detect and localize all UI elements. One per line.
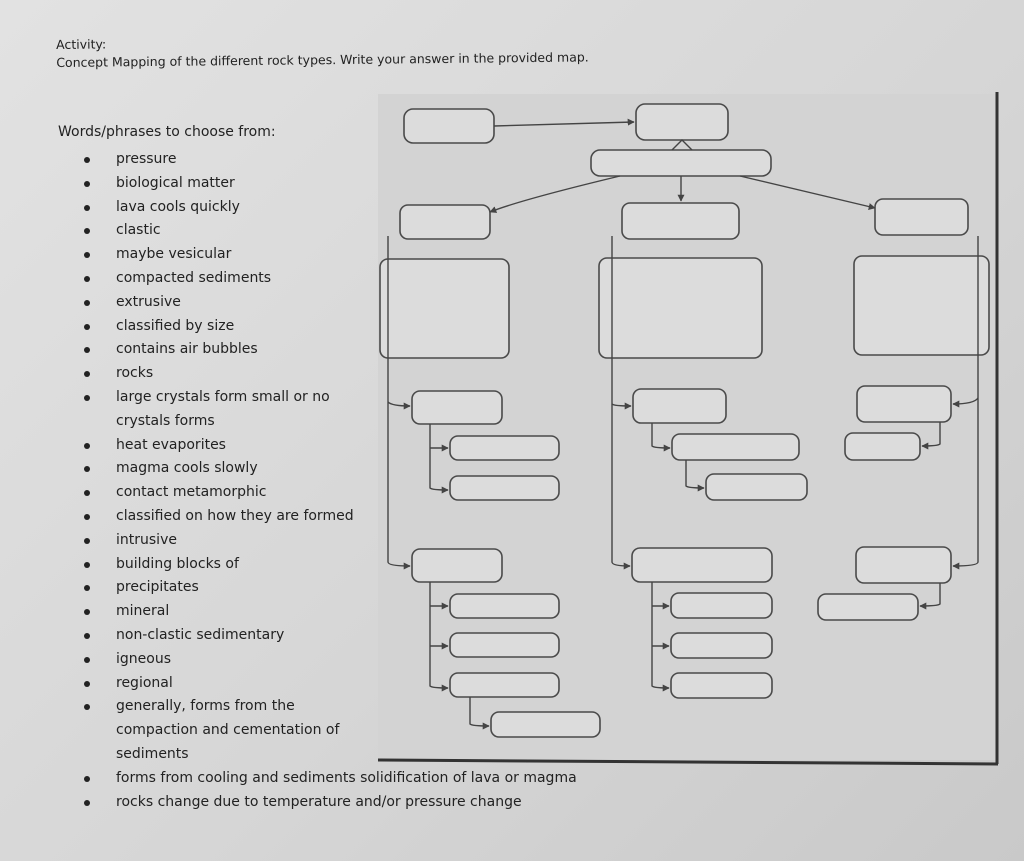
word-item: intrusive xyxy=(84,529,644,553)
word-item: compacted sediments xyxy=(84,267,644,291)
map-box-right-type[interactable] xyxy=(875,199,968,235)
map-box-middle-description[interactable] xyxy=(599,258,762,358)
word-item: rocks xyxy=(84,362,644,386)
map-box-middle-sub2[interactable] xyxy=(632,548,772,582)
map-box-middle-sub1[interactable] xyxy=(633,389,726,423)
activity-label: Activity: xyxy=(56,36,107,52)
map-box-left-sub1-item1[interactable] xyxy=(450,436,559,460)
word-bank-title: Words/phrases to choose from: xyxy=(58,124,276,140)
map-box-middle-type[interactable] xyxy=(622,203,739,239)
word-item: lava cools quickly xyxy=(84,196,644,220)
map-box-left-sub2-item3[interactable] xyxy=(450,673,559,697)
map-box-left-sub2-item4[interactable] xyxy=(491,712,600,737)
word-item: classified by size xyxy=(84,315,644,339)
word-item: non-clastic sedimentary xyxy=(84,624,644,648)
word-item: biological matter xyxy=(84,172,644,196)
map-box-middle-sub2-item1[interactable] xyxy=(671,593,772,618)
word-item: extrusive xyxy=(84,291,644,315)
map-box-central[interactable] xyxy=(591,150,771,176)
map-box-left-sub1-item2[interactable] xyxy=(450,476,559,500)
map-panel xyxy=(378,94,998,760)
word-item: contains air bubbles xyxy=(84,338,644,362)
word-item: contact metamorphic xyxy=(84,481,644,505)
word-item: large crystals form small or no crystals forms xyxy=(84,386,644,434)
map-box-left-description[interactable] xyxy=(380,259,509,358)
map-box-middle-sub1-item1[interactable] xyxy=(672,434,799,460)
map-box-left-sub2-item1[interactable] xyxy=(450,594,559,618)
word-item: classified on how they are formed xyxy=(84,505,644,529)
map-box-right-sub1-item1[interactable] xyxy=(845,433,920,460)
word-item: precipitates xyxy=(84,576,644,600)
map-box-middle-sub1-item2[interactable] xyxy=(706,474,807,500)
word-item: magma cools slowly xyxy=(84,457,644,481)
map-box-top-left[interactable] xyxy=(404,109,494,143)
map-box-right-sub1[interactable] xyxy=(857,386,951,422)
word-item: generally, forms from the compaction and cementation of sediments xyxy=(84,695,644,766)
word-item: maybe vesicular xyxy=(84,243,644,267)
map-box-right-description[interactable] xyxy=(854,256,989,355)
word-item: rocks change due to temperature and/or pressure change xyxy=(84,791,644,815)
map-box-left-sub1[interactable] xyxy=(412,391,502,424)
map-box-top-right[interactable] xyxy=(636,104,728,140)
word-item: heat evaporites xyxy=(84,434,644,458)
map-frame-bottom xyxy=(378,760,998,764)
word-item: clastic xyxy=(84,219,644,243)
map-box-right-sub2[interactable] xyxy=(856,547,951,583)
word-item: regional xyxy=(84,672,644,696)
map-box-middle-sub2-item2[interactable] xyxy=(671,633,772,658)
word-item: igneous xyxy=(84,648,644,672)
word-item: pressure xyxy=(84,148,644,172)
map-box-left-sub2[interactable] xyxy=(412,549,502,582)
word-item: building blocks of xyxy=(84,553,644,577)
map-box-left-type[interactable] xyxy=(400,205,490,239)
activity-instruction: Concept Mapping of the different rock types. Write your answer in the provided map. xyxy=(56,49,589,70)
map-box-right-sub2-item1[interactable] xyxy=(818,594,918,620)
map-box-middle-sub2-item3[interactable] xyxy=(671,673,772,698)
word-item: forms from cooling and sediments solidification of lava or magma xyxy=(84,767,644,791)
map-box-left-sub2-item2[interactable] xyxy=(450,633,559,657)
word-item: mineral xyxy=(84,600,644,624)
